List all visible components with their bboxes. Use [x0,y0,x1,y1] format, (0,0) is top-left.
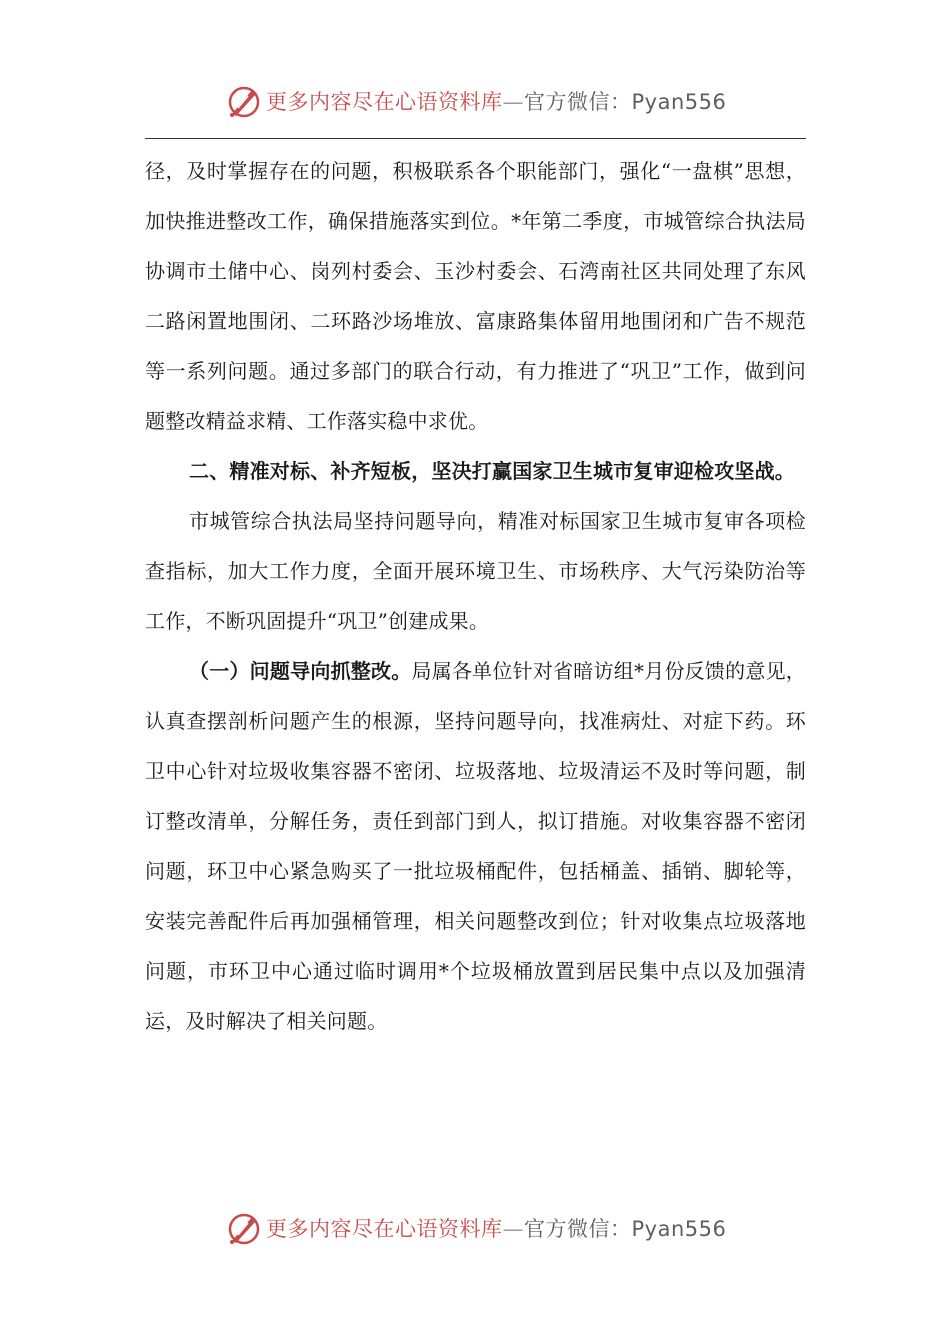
footer-text [266,1214,726,1244]
paragraph-1: 径，及时掌握存在的问题，积极联系各个职能部门，强化“一盘棋”思想，加快推进整改工作，确保措施落实到位。*年第二季度，市城管综合执法局协调市土储中心、岗列村委会、玉沙村委会、石湾南社区共同处理了东风二路闲置地围闭、二环路沙场堆放、富康路集体留用地围闭和广告不规范等一系列问题。通过多部门的联合行动，有力推进了“巩卫”工作，做到问题整改精益求精、工作落实稳中求优。 [145,159,806,433]
header-banner [0,82,950,122]
paragraph-2: 市城管综合执法局坚持问题导向，精准对标国家卫生城市复审各项检查指标，加大工作力度，全面开展环境卫生、市场秩序、大气污染防治等工作，不断巩固提升“巩卫”创建成果。 [145,509,806,633]
header-divider [145,138,806,139]
header-separator: — [502,90,524,114]
section-heading-2: 二、精准对标、补齐短板，坚决打赢国家卫生城市复审迎检攻坚战。 [189,459,795,483]
document-body [145,146,806,1046]
paragraph-3-lead: （一）问题导向抓整改。 [189,659,412,683]
header-text [266,87,726,117]
paragraph-3 [145,646,806,1046]
quill-logo-icon [226,1211,262,1247]
footer-banner [0,1209,950,1249]
quill-logo-icon [226,84,262,120]
paragraph-3-text: 局属各单位针对省暗访组*月份反馈的意见，认真查摆剖析问题产生的根源，坚持问题导向，找准病灶、对症下药。环卫中心针对垃圾收集容器不密闭、垃圾落地、垃圾清运不及时等问题，制订整改清单，分解任务，责任到部门到人，拟订措施。对收集容器不密闭问题，环卫中心紧急购买了一批垃圾桶配件，包括桶盖、插销、脚轮等，安装完善配件后再加强桶管理，相关问题整改到位；针对收集点垃圾落地问题，市环卫中心通过临时调用*个垃圾桶放置到居民集中点以及加强清运，及时解决了相关问题。 [145,659,807,1033]
footer-separator: — [502,1217,524,1241]
footer-site-text: 更多内容尽在心语资料库 [266,1217,503,1241]
footer-wechat-text: 官方微信：Pyan556 [524,1217,727,1241]
header-site-text: 更多内容尽在心语资料库 [266,90,503,114]
header-wechat-text: 官方微信：Pyan556 [524,90,727,114]
